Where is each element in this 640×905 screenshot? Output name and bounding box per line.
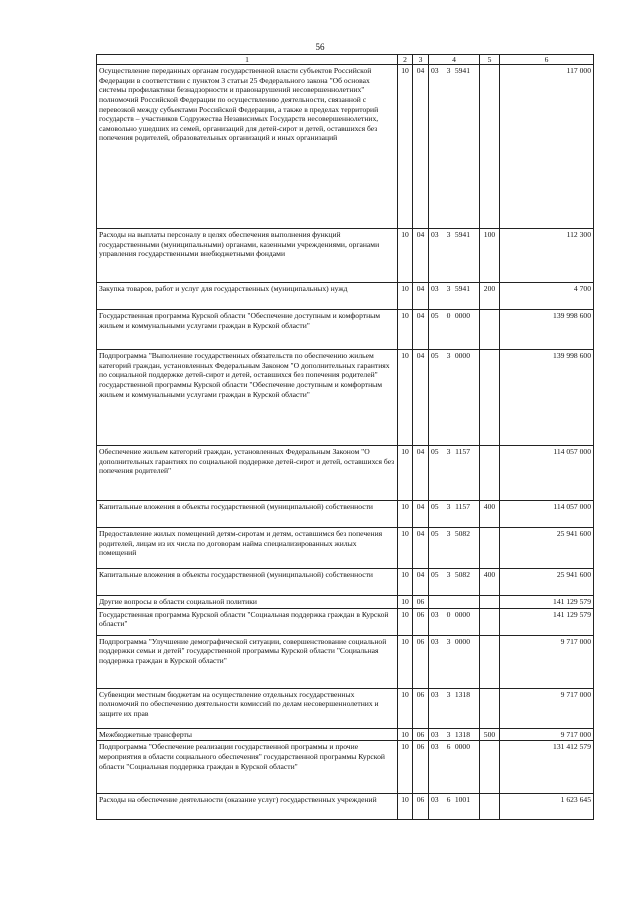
row-subsection-code: 06 [413,596,429,609]
row-subsection-code: 04 [413,65,429,229]
row-expense-type [480,794,500,820]
row-subsection-code: 04 [413,569,429,596]
row-description: Расходы на обеспечение деятельности (оказание услуг) государственных учреждений [97,794,398,820]
row-target-article [429,794,480,820]
program-code: 05 [431,447,439,456]
table-row [97,608,594,635]
row-amount: 131 412 579 [500,741,594,794]
row-amount: 139 998 600 [500,310,594,350]
subprogram-code: 0 [446,311,451,320]
subprogram-code: 3 [446,689,451,699]
row-target-article [429,65,480,229]
row-amount: 25 941 600 [500,528,594,569]
row-subsection-code: 06 [413,728,429,741]
table-row [97,229,594,283]
table-row [97,350,594,446]
row-description: Подпрограмма "Обеспечение реализации государственной программы и прочие мероприятия в области социального обеспечения" государственной программы Курской области "Социальная поддержка граждан в Курской области" [97,741,398,794]
row-section-code: 10 [398,501,413,528]
direction-code: 5941 [454,230,470,239]
row-amount: 117 000 [500,65,594,229]
row-section-code: 10 [398,283,413,310]
program-code: 05 [431,502,439,511]
row-expense-type [480,635,500,688]
program-code: 03 [431,636,439,646]
row-amount: 139 998 600 [500,350,594,446]
row-section-code: 10 [398,688,413,728]
row-description: Закупка товаров, работ и услуг для государственных (муниципальных) нужд [97,283,398,310]
row-description: Подпрограмма "Улучшение демографической ситуации, совершенствование социальной поддержки семьи и детей" государственной программы Курской области "Социальная поддержка граждан в Курской области" [97,635,398,688]
program-code: 03 [431,795,439,805]
row-subsection-code: 04 [413,283,429,310]
subprogram-code: 3 [446,729,451,739]
program-code: 05 [431,311,439,320]
direction-code: 1157 [455,447,470,456]
program-code: 03 [431,609,439,619]
row-amount: 112 300 [500,229,594,283]
row-section-code: 10 [398,350,413,446]
row-description: Капитальные вложения в объекты государственной (муниципальной) собственности [97,569,398,596]
row-expense-type [480,741,500,794]
direction-code: 1318 [454,729,470,739]
direction-code: 1001 [454,795,470,805]
row-expense-type [480,310,500,350]
program-code: 03 [431,230,439,239]
row-description: Другие вопросы в области социальной политики [97,596,398,609]
row-amount: 9 717 000 [500,635,594,688]
row-expense-type [480,528,500,569]
subprogram-code: 3 [446,351,451,360]
row-description: Государственная программа Курской области "Социальная поддержка граждан в Курской области" [97,608,398,635]
col-header-target-article: 4 [429,55,480,65]
row-subsection-code: 06 [413,635,429,688]
row-section-code: 10 [398,528,413,569]
program-code: 03 [431,729,439,739]
row-subsection-code: 04 [413,310,429,350]
program-code: 03 [431,284,439,293]
subprogram-code: 3 [446,284,451,293]
row-description: Обеспечение жильем категорий граждан, установленных Федеральным Законом "О дополнительных гарантиях по социальной поддержке детей-сирот и детей, оставшихся без попечения родителей" [97,446,398,501]
row-expense-type [480,608,500,635]
program-code: 05 [431,570,439,579]
row-subsection-code: 06 [413,608,429,635]
row-expense-type [480,350,500,446]
table-row [97,501,594,528]
subprogram-code: 3 [446,636,451,646]
direction-code: 0000 [454,609,470,619]
table-row [97,65,594,229]
row-description: Субвенции местным бюджетам на осуществление отдельных государственных полномочий по обеспечению деятельности комиссий по делам несовершеннолетних и защите их прав [97,688,398,728]
row-description: Капитальные вложения в объекты государственной (муниципальной) собственности [97,501,398,528]
row-amount: 114 057 000 [500,501,594,528]
row-amount: 114 057 000 [500,446,594,501]
row-amount: 141 129 579 [500,608,594,635]
budget-table [96,54,594,820]
row-expense-type: 100 [480,229,500,283]
program-code: 03 [431,66,439,75]
row-description: Государственная программа Курской области "Обеспечение доступным и комфортным жильем и коммунальными услугами граждан в Курской области" [97,310,398,350]
row-target-article [429,635,480,688]
row-section-code: 10 [398,794,413,820]
row-target-article [429,350,480,446]
row-target-article [429,310,480,350]
direction-code: 0000 [454,311,470,320]
table-row [97,635,594,688]
table-row [97,794,594,820]
row-target-article [429,728,480,741]
row-section-code: 10 [398,635,413,688]
row-subsection-code: 06 [413,741,429,794]
row-subsection-code: 06 [413,688,429,728]
row-subsection-code: 04 [413,229,429,283]
row-section-code: 10 [398,229,413,283]
table-row [97,741,594,794]
row-subsection-code: 04 [413,528,429,569]
table-row [97,688,594,728]
row-section-code: 10 [398,446,413,501]
row-subsection-code: 04 [413,350,429,446]
row-target-article [429,741,480,794]
row-expense-type [480,65,500,229]
row-expense-type: 400 [480,569,500,596]
table-row [97,283,594,310]
direction-code: 5941 [454,284,470,293]
row-section-code: 10 [398,310,413,350]
subprogram-code: 3 [446,66,451,75]
row-target-article [429,283,480,310]
row-amount: 25 941 600 [500,569,594,596]
row-target-article [429,596,480,609]
table-row [97,596,594,609]
row-amount: 9 717 000 [500,688,594,728]
table-row [97,569,594,596]
program-code: 05 [431,529,439,538]
direction-code: 0000 [454,351,470,360]
program-code: 03 [431,689,439,699]
table-row [97,528,594,569]
direction-code: 0000 [454,636,470,646]
row-description: Предоставление жилых помещений детям-сиротам и детям, оставшимся без попечения родителей, лицам из их числа по договорам найма специализированных жилых помещений [97,528,398,569]
direction-code: 1318 [454,689,470,699]
col-header-name: 1 [97,55,398,65]
col-header-expense-type: 5 [480,55,500,65]
row-target-article [429,229,480,283]
subprogram-code: 3 [446,570,451,579]
page-number: 56 [315,42,325,52]
row-subsection-code: 04 [413,446,429,501]
row-expense-type [480,596,500,609]
row-section-code: 10 [398,596,413,609]
col-header-section: 2 [398,55,413,65]
row-target-article [429,446,480,501]
row-expense-type: 200 [480,283,500,310]
subprogram-code: 0 [446,609,451,619]
row-description: Осуществление переданных органам государственной власти субъектов Российской Федерации в соответствии с пунктом 3 статьи 25 Федерального закона "Об основах системы профилактики безнадзорности и правонарушений несовершеннолетних" полномочий Российской Федерации по осуществлению деятельности, связанной с перевозкой между субъектами Российской Федерации, а также в пределах территорий государств – участников Содружества Независимых Государств несовершеннолетних, самовольно ушедших из семей, организаций для детей-сирот и детей, оставшихся без попечения родителей, образовательных организаций и иных организаций [97,65,398,229]
subprogram-code: 6 [446,742,451,752]
row-expense-type: 400 [480,501,500,528]
direction-code: 0000 [454,742,470,752]
row-expense-type [480,446,500,501]
row-target-article [429,569,480,596]
table-row [97,310,594,350]
subprogram-code: 3 [446,529,451,538]
row-target-article [429,501,480,528]
direction-code: 5941 [454,66,470,75]
table-row [97,728,594,741]
row-subsection-code: 06 [413,794,429,820]
row-section-code: 10 [398,569,413,596]
row-amount: 9 717 000 [500,728,594,741]
table-header-row [97,55,594,65]
row-target-article [429,608,480,635]
row-description: Подпрограмма "Выполнение государственных обязательств по обеспечению жильем категорий граждан, установленных Федеральным Законом "О дополнительных гарантиях по социальной поддержке детей-сирот и детей, оставшихся без попечения родителей" государственной программы Курской области "Обеспечение доступным и комфортным жильем и коммунальными услугами граждан в Курской области" [97,350,398,446]
row-expense-type: 500 [480,728,500,741]
row-section-code: 10 [398,608,413,635]
row-target-article [429,688,480,728]
row-section-code: 10 [398,741,413,794]
subprogram-code: 3 [446,230,451,239]
row-section-code: 10 [398,65,413,229]
table-row [97,446,594,501]
row-subsection-code: 04 [413,501,429,528]
row-target-article [429,528,480,569]
row-amount: 4 700 [500,283,594,310]
direction-code: 1157 [455,502,470,511]
col-header-subsection: 3 [413,55,429,65]
program-code: 05 [431,351,439,360]
row-expense-type [480,688,500,728]
direction-code: 5082 [454,529,470,538]
direction-code: 5082 [454,570,470,579]
row-amount: 1 623 645 [500,794,594,820]
row-description: Расходы на выплаты персоналу в целях обеспечения выполнения функций государственными (муниципальными) органами, казенными учреждениями, органами управления государственными внебюджетными фондами [97,229,398,283]
row-section-code: 10 [398,728,413,741]
program-code: 03 [431,742,439,752]
subprogram-code: 6 [446,795,451,805]
row-description: Межбюджетные трансферты [97,728,398,741]
subprogram-code: 3 [446,447,451,456]
col-header-amount: 6 [500,55,594,65]
subprogram-code: 3 [446,502,451,511]
row-amount: 141 129 579 [500,596,594,609]
